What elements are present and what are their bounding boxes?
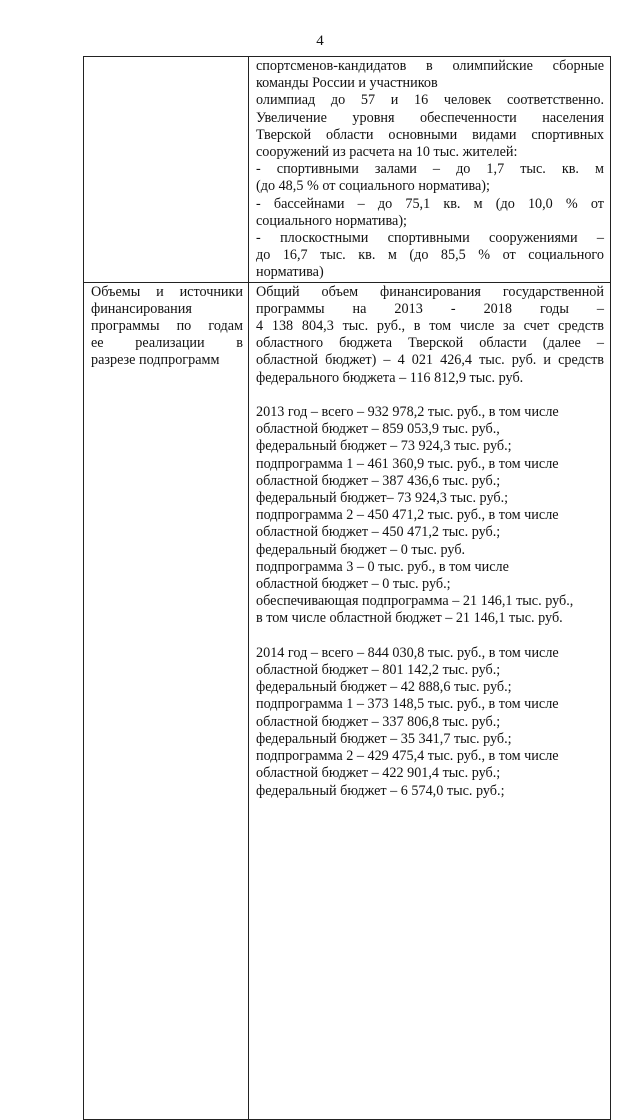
text-line: областной бюджет – 387 436,6 тыс. руб.;: [256, 472, 501, 489]
text-line: - спортивными залами – до 1,7 тыс. кв. м: [256, 161, 604, 178]
row2-right-cell: [249, 282, 611, 1119]
text-line: подпрограмма 2 – 429 475,4 тыс. руб., в том числе: [256, 748, 559, 765]
text-line: подпрограмма 3 – 0 тыс. руб., в том числе: [256, 558, 509, 575]
funding-intro: [256, 284, 604, 387]
label-line: программы по годам: [91, 318, 243, 335]
indicators-text: [249, 57, 610, 282]
table-row: [84, 282, 611, 1119]
label-line: ее реализации в: [91, 335, 243, 352]
text-line: Общий объем финансирования государственной: [256, 283, 604, 300]
text-line: областной бюджет) – 4 021 426,4 тыс. руб. и средств: [256, 352, 604, 369]
text-line: федеральный бюджет – 0 тыс. руб.: [256, 541, 466, 558]
text-line: олимпиад до 57 и 16 человек соответственно.: [256, 92, 604, 109]
row1-right-cell: [249, 57, 611, 283]
text-line: социального норматива);: [256, 212, 407, 229]
text-line: Увеличение уровня обеспеченности населения: [256, 109, 604, 126]
text-line: спортсменов-кандидатов в олимпийские сборные: [256, 58, 604, 74]
text-line: областного бюджета Тверской области (далее –: [256, 335, 604, 352]
text-line: норматива): [256, 264, 324, 281]
text-line: федеральный бюджет– 73 924,3 тыс. руб.;: [256, 490, 509, 507]
program-passport-table: [83, 56, 611, 1120]
funding-2013: [256, 404, 604, 628]
text-line: - плоскостными спортивными сооружениями –: [256, 230, 604, 247]
label-line: разрезе подпрограмм: [91, 352, 220, 369]
page-number: 4: [316, 33, 324, 49]
text-line: областной бюджет – 801 142,2 тыс. руб.;: [256, 662, 501, 679]
text-line: подпрограмма 2 – 450 471,2 тыс. руб., в том числе: [256, 507, 559, 524]
text-line: федеральный бюджет – 42 888,6 тыс. руб.;: [256, 679, 512, 696]
text-line: сооружений из расчета на 10 тыс. жителей:: [256, 144, 518, 161]
text-line: федеральный бюджет – 6 574,0 тыс. руб.;: [256, 782, 505, 799]
text-line: федеральный бюджет – 73 924,3 тыс. руб.;: [256, 438, 512, 455]
text-line: программы на 2013 - 2018 годы –: [256, 300, 604, 317]
funding-text: [249, 283, 610, 800]
text-line: областной бюджет – 422 901,4 тыс. руб.;: [256, 765, 501, 782]
text-line: подпрограмма 1 – 373 148,5 тыс. руб., в том числе: [256, 696, 559, 713]
label-line: финансирования: [91, 300, 192, 317]
text-line: подпрограмма 1 – 461 360,9 тыс. руб., в том числе: [256, 455, 559, 472]
text-line: до 16,7 тыс. кв. м (до 85,5 % от социального: [256, 247, 604, 264]
text-line: Тверской области основными видами спортивных: [256, 126, 604, 143]
text-line: (до 48,5 % от социального норматива);: [256, 178, 490, 195]
label-line: Объемы и источники: [91, 283, 243, 300]
text-line: в том числе областной бюджет – 21 146,1 тыс. руб.: [256, 610, 563, 627]
funding-2014: [256, 645, 604, 800]
text-line: областной бюджет – 337 806,8 тыс. руб.;: [256, 713, 501, 730]
row1-left-cell: [84, 57, 249, 283]
funding-label: [84, 283, 248, 370]
text-line: 4 138 804,3 тыс. руб., в том числе за счет средств: [256, 318, 604, 335]
text-line: обеспечивающая подпрограмма – 21 146,1 тыс. руб.,: [256, 593, 574, 610]
table-row: [84, 57, 611, 283]
text-line: федерального бюджета – 116 812,9 тыс. руб.: [256, 369, 524, 386]
text-line: федеральный бюджет – 35 341,7 тыс. руб.;: [256, 730, 512, 747]
text-line: 2014 год – всего – 844 030,8 тыс. руб., в том числе: [256, 644, 559, 661]
text-line: областной бюджет – 859 053,9 тыс. руб.,: [256, 421, 500, 438]
text-line: команды России и участников: [256, 75, 438, 92]
text-line: - бассейнами – до 75,1 кв. м (до 10,0 % от: [256, 195, 604, 212]
text-line: областной бюджет – 450 471,2 тыс. руб.;: [256, 524, 501, 541]
row2-left-cell: [84, 282, 249, 1119]
text-line: областной бюджет – 0 тыс. руб.;: [256, 576, 451, 593]
text-line: 2013 год – всего – 932 978,2 тыс. руб., в том числе: [256, 404, 559, 421]
